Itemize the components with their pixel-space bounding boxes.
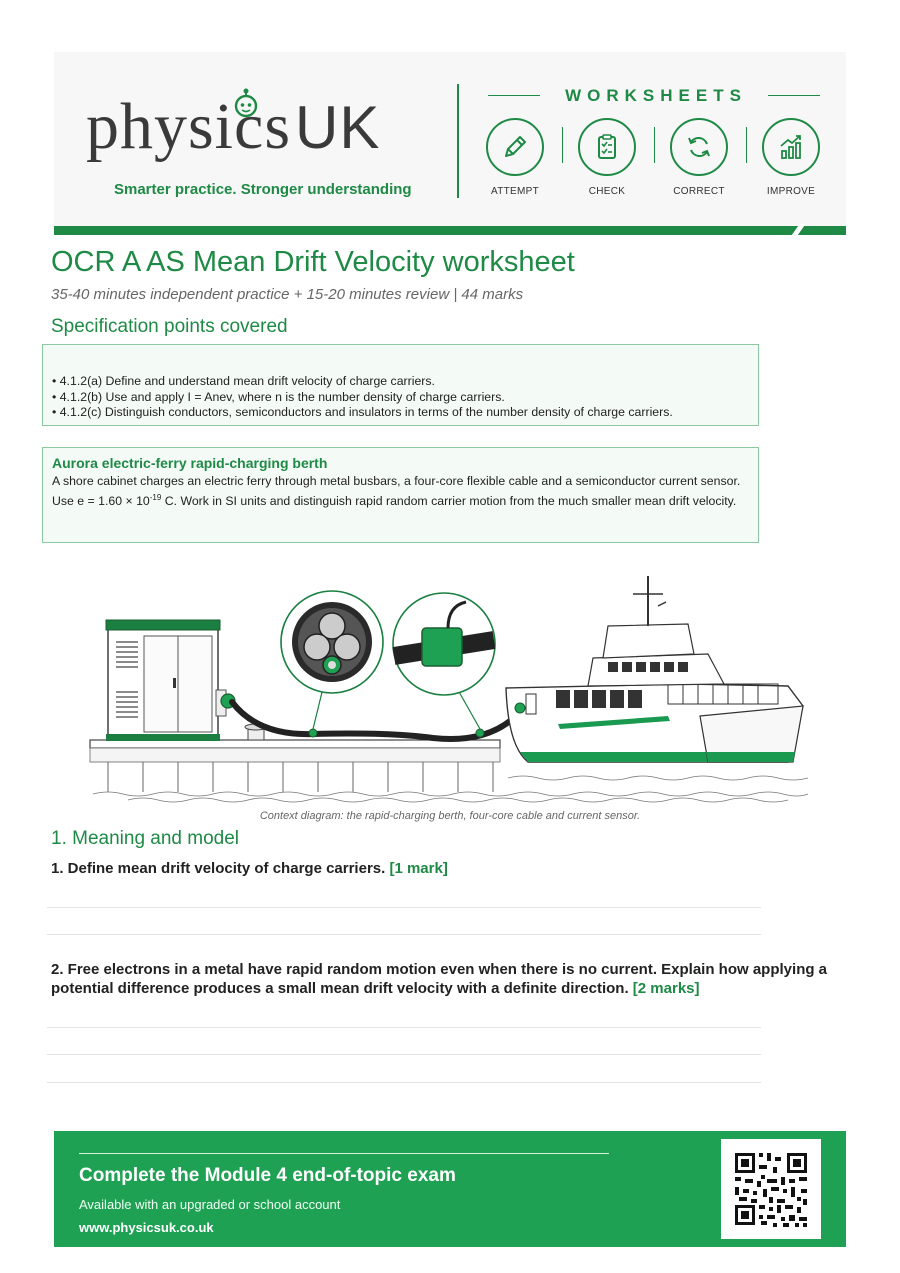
header-accent-bar xyxy=(54,226,846,235)
question-text: 1. Define mean drift velocity of charge carriers. xyxy=(51,860,386,877)
question-1 xyxy=(51,859,851,878)
answer-line[interactable] xyxy=(47,1054,761,1055)
spec-list xyxy=(52,374,673,421)
growth-chart-icon xyxy=(777,133,805,161)
answer-line[interactable] xyxy=(47,934,761,935)
pencil-icon xyxy=(501,133,529,161)
section-heading: 1. Meaning and model xyxy=(51,828,240,849)
electric-ferry xyxy=(506,576,803,762)
question-text: 2. Free electrons in a metal have rapid random motion even when there is no current. Explain how applying a potential difference produces a small mean drift velocity with a definite direction. xyxy=(51,961,828,997)
step-label: CORRECT xyxy=(673,186,725,197)
footer-rule xyxy=(79,1153,609,1154)
step-label: ATTEMPT xyxy=(490,186,540,197)
worksheets-label: WORKSHEETS xyxy=(565,86,747,105)
question-marks: [2 marks] xyxy=(632,980,700,997)
tagline: Smarter practice. Stronger understanding xyxy=(114,181,412,198)
footer-banner xyxy=(54,1131,846,1247)
logo-text: physics xyxy=(86,90,291,163)
website-link[interactable]: www.physicsuk.co.uk xyxy=(79,1220,214,1235)
step-label: IMPROVE xyxy=(766,186,816,197)
step-circle xyxy=(578,118,636,176)
question-2 xyxy=(51,960,851,998)
spec-item: • 4.1.2(a) Define and understand mean drift velocity of charge carriers. xyxy=(52,374,435,388)
page-title: OCR A AS Mean Drift Velocity worksheet xyxy=(51,246,575,278)
clipboard-check-icon xyxy=(593,133,621,161)
step-correct xyxy=(662,118,736,197)
shore-cabinet xyxy=(106,620,235,741)
step-attempt xyxy=(478,118,552,197)
step-separator xyxy=(562,127,563,163)
qr-code-icon[interactable] xyxy=(721,1139,821,1239)
current-sensor-callout xyxy=(393,593,495,729)
step-check xyxy=(570,118,644,197)
answer-line[interactable] xyxy=(47,1082,761,1083)
refresh-icon xyxy=(685,133,713,161)
step-improve xyxy=(754,118,828,197)
context-text: A shore cabinet charges an electric ferry through metal busbars, a four-core flexible cable and a semiconductor current sensor. xyxy=(52,474,741,488)
worksheet-header-banner xyxy=(54,52,846,228)
context-units-note xyxy=(52,490,742,510)
cable-marker-left xyxy=(309,729,317,737)
header-divider xyxy=(457,84,459,198)
spec-points-box xyxy=(42,344,759,426)
step-label: CHECK xyxy=(588,186,626,197)
step-separator xyxy=(746,127,747,163)
question-marks: [1 mark] xyxy=(389,860,448,877)
worksheets-heading xyxy=(488,86,820,108)
footer-title: Complete the Module 4 end-of-topic exam xyxy=(79,1165,456,1186)
charging-berth-diagram xyxy=(88,566,818,806)
spec-heading: Specification points covered xyxy=(51,316,288,337)
step-separator xyxy=(654,127,655,163)
page-subtitle: 35-40 minutes independent practice + 15-20 minutes review | 44 marks xyxy=(51,286,524,303)
logo-wordmark xyxy=(86,90,381,163)
quay-pier xyxy=(90,740,500,792)
answer-line[interactable] xyxy=(47,1027,761,1028)
context-title: Aurora electric-ferry rapid-charging berth xyxy=(52,455,328,471)
cable-marker-right xyxy=(476,729,484,737)
heading-rule-right xyxy=(768,95,820,96)
diagram-caption: Context diagram: the rapid-charging berth, four-core cable and current sensor. xyxy=(259,810,641,822)
water-waves xyxy=(93,776,808,802)
answer-line[interactable] xyxy=(47,907,761,908)
step-circle xyxy=(670,118,728,176)
cable-cross-section-callout xyxy=(281,591,383,729)
heading-rule-left xyxy=(488,95,540,96)
step-circle xyxy=(762,118,820,176)
units-exponent: -19 xyxy=(149,492,162,502)
units-prefix: Use e = 1.60 × 10 xyxy=(52,493,150,508)
footer-subtitle: Available with an upgraded or school account xyxy=(79,1197,341,1212)
logo-suffix: UK xyxy=(295,94,381,161)
spec-item: • 4.1.2(b) Use and apply I = Anev, where n is the number density of charge carriers. xyxy=(52,389,505,404)
units-suffix: C. Work in SI units and distinguish rapid random carrier motion from the much smaller mean drift velocity. xyxy=(161,493,737,508)
spec-item: • 4.1.2(c) Distinguish conductors, semiconductors and insulators in terms of the number density of charge carriers. xyxy=(52,405,673,419)
context-box xyxy=(42,447,759,543)
step-circle xyxy=(486,118,544,176)
